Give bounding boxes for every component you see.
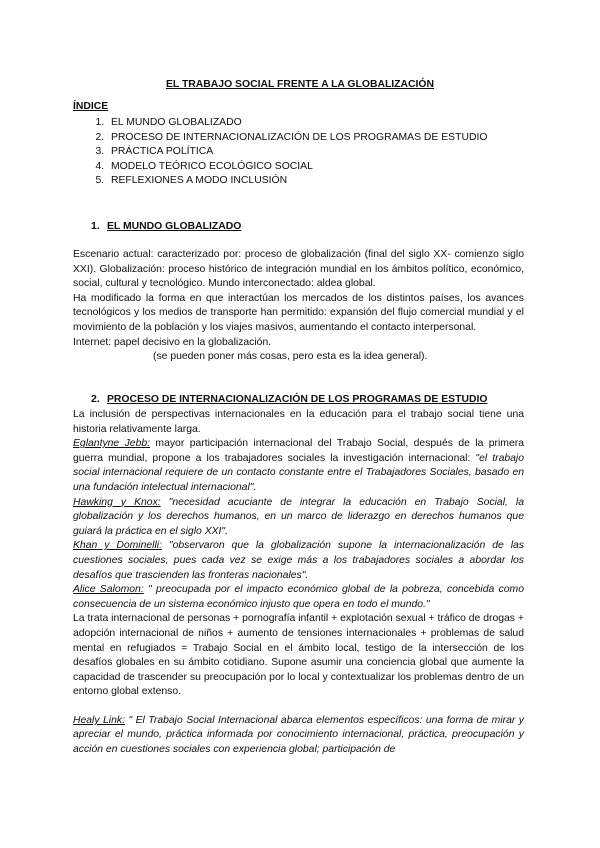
- quote-text: "necesidad acuciante de integrar la educación en Trabajo Social, la globalización y los derechos humanos, en un marco de liderazgo en derechos humanos que guiará la práctica en el siglo XXI".: [73, 496, 524, 537]
- quote-text: " El Trabajo Social Internacional abarca elementos específicos: una forma de mirar y apreciar el mundo, práctica informada por conocimiento internacional, práctica, preocupación y acción en cuestiones sociales con experiencia global; participación de: [73, 714, 524, 756]
- paragraph: La trata internacional de personas + pornografía infantil + explotación sexual + tráfico de drogas + adopción internacional de niños + aumento de tensiones internacionales + problemas de salud mental en refugiados = Trabajo Social en el ámbito local, testigo de la intersección de los desafíos globales en su ámbito cotidiano. Supone asumir una conciencia global que aumente la capacidad de trascender su preocupación por lo local y contextualizar los problemas dentro de un entorno global extenso.: [73, 613, 524, 698]
- author-name: Hawking y Knox:: [73, 496, 161, 508]
- section-1-title: EL MUNDO GLOBALIZADO: [107, 221, 242, 232]
- index-item: 2. PROCESO DE INTERNACIONALIZACIÓN DE LOS PROGRAMAS DE ESTUDIO: [107, 131, 527, 146]
- paragraph: Internet: papel decisivo en la globalización.: [73, 336, 272, 348]
- paragraph: [73, 539, 524, 583]
- section-2-heading: [91, 393, 487, 408]
- index-item: 3. PRÁCTICA POLÍTICA: [107, 145, 527, 160]
- paragraph: [73, 496, 524, 540]
- index-item: 1. EL MUNDO GLOBALIZADO: [107, 116, 527, 131]
- paragraph: La inclusión de perspectivas internacionales en la educación para el trabajo social tiene una historia relativamente larga.: [73, 409, 524, 435]
- section-1-body: [73, 248, 524, 365]
- author-name: Alice Salomon:: [73, 584, 144, 596]
- index-list: [73, 116, 527, 189]
- paragraph-text: mayor participación internacional del Trabajo Social, después de la primera guerra mundial, propone a los trabajadores sociales la investigación internacional:: [73, 438, 524, 464]
- section-2-number: 2.: [91, 394, 100, 405]
- paragraph: (se pueden poner más cosas, pero esta es la idea general).: [153, 351, 428, 363]
- section-2-body: [73, 408, 524, 758]
- author-name: Healy Link:: [73, 714, 125, 726]
- author-name: Khan y Dominelli:: [73, 540, 162, 552]
- author-name: Eglantyne Jebb:: [73, 438, 151, 450]
- section-1-number: 1.: [91, 221, 100, 232]
- paragraph: [73, 714, 524, 758]
- section-1-heading: [91, 220, 241, 235]
- section-2-title: PROCESO DE INTERNACIONALIZACIÓN DE LOS PROGRAMAS DE ESTUDIO: [107, 394, 488, 405]
- paragraph: Ha modificado la forma en que interactúan los mercados de los distintos países, los avances tecnológicos y los medios de transporte han permitido: expansión del flujo comercial mundial y el movimiento de la población y los viajes masivos, aumentando el contacto interpersonal.: [73, 292, 524, 333]
- quote-text: " preocupada por el impacto económico global de la pobreza, concebida como consecuencia de un sistema económico injusto que opera en todo el mundo.": [73, 584, 524, 610]
- document-title: EL TRABAJO SOCIAL FRENTE A LA GLOBALIZACIÓN: [165, 79, 435, 90]
- quote-text: "observaron que la globalización supone la internacionalización de las cuestiones sociales, pues cada vez se exige más a los trabajadores sociales a abordar los desafíos que trascienden las fronteras nacionales".: [73, 540, 524, 581]
- index-heading: ÍNDICE: [73, 101, 109, 112]
- paragraph: [73, 437, 524, 495]
- paragraph: Escenario actual: caracterizado por: proceso de globalización (final del siglo XX- comienzo siglo XXI). Globalización: proceso histórico de integración mundial en los ámbitos político, económico, social, cultural y tecnológico. Mundo interconectado: aldea global.: [73, 249, 524, 290]
- paragraph: [73, 583, 524, 612]
- index-item: 5. REFLEXIONES A MODO INCLUSIÓN: [107, 174, 527, 189]
- quote-text: "el trabajo social internacional requiere de un contacto constante entre el Trabajadores Sociales, basado en una fundación intelectual internacional".: [73, 452, 524, 493]
- index-item: 4. MODELO TEÓRICO ECOLÓGICO SOCIAL: [107, 160, 527, 175]
